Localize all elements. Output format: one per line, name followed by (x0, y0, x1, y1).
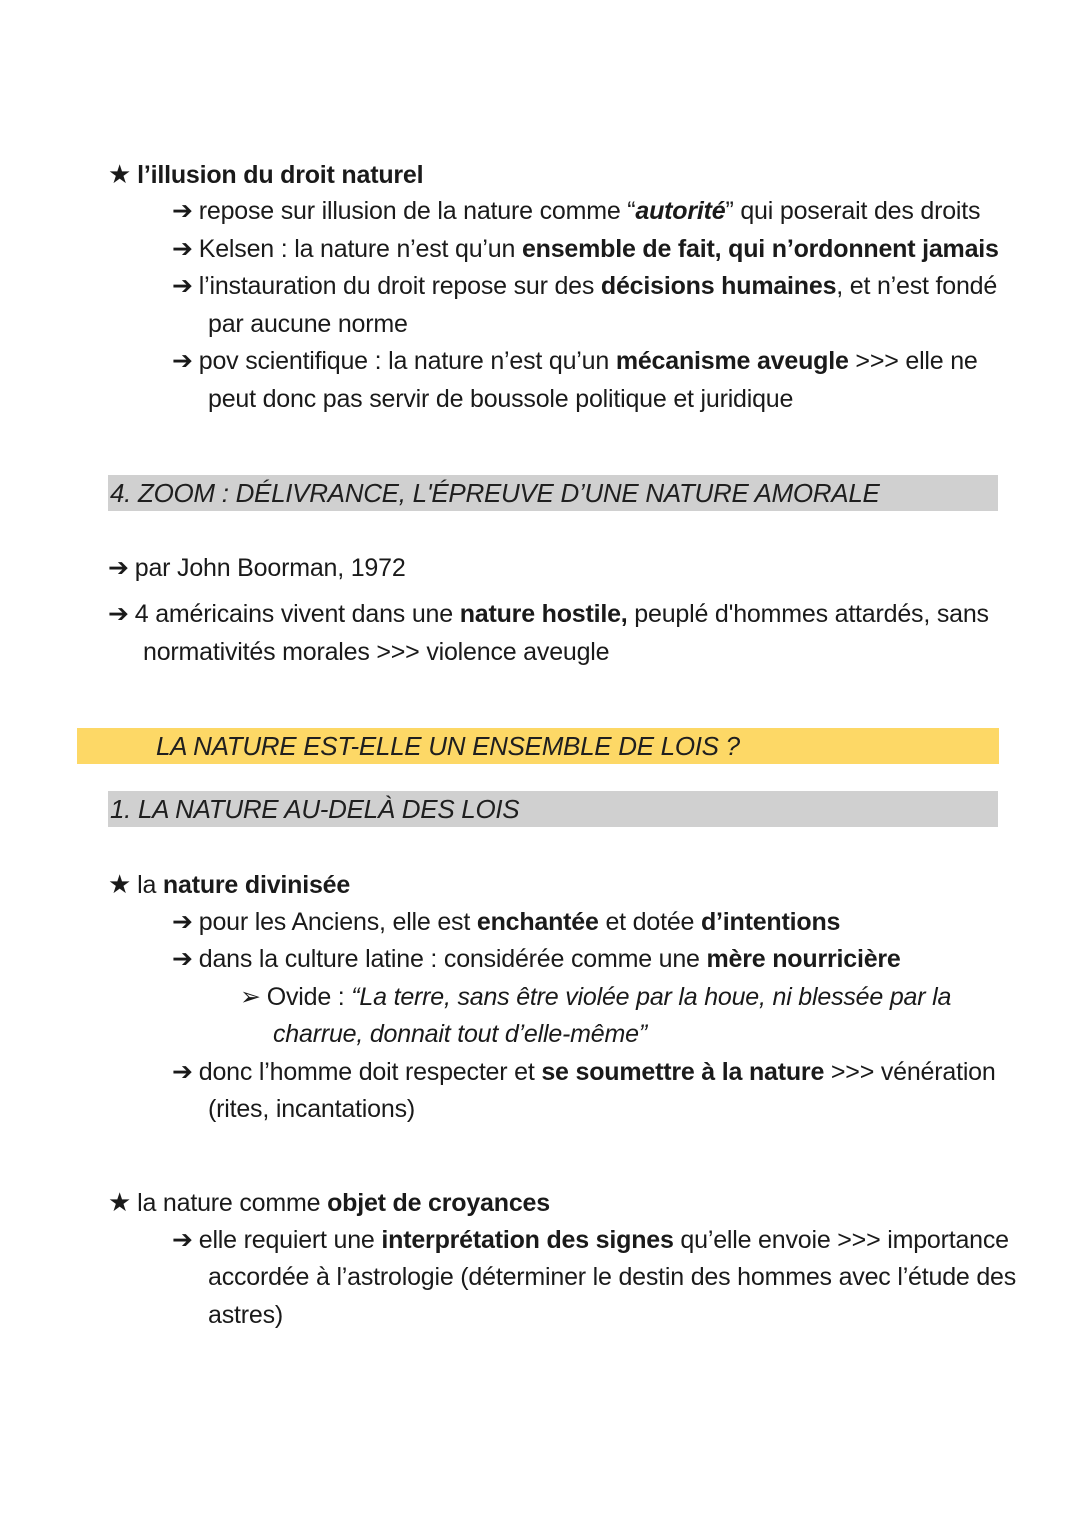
arrow-icon: ➔ (172, 347, 193, 375)
arrow-icon: ➔ (108, 600, 129, 628)
list-item: ➔ 4 américains vivent dans une nature hostile, peuplé d'hommes attardés, sans (108, 600, 989, 628)
section-title-zoom: 4. ZOOM : DÉLIVRANCE, L'ÉPREUVE D’UNE NATURE AMORALE (110, 478, 880, 508)
arrow-icon: ➔ (172, 908, 193, 936)
section-title-1: 1. LA NATURE AU-DELÀ DES LOIS (110, 794, 520, 824)
heading-objet-croyances: ★ la nature comme objet de croyances (108, 1187, 550, 1217)
arrow-icon: ➔ (172, 272, 193, 300)
star-icon: ★ (108, 159, 132, 189)
list-item: ➔ elle requiert une interprétation des signes qu’elle envoie >>> importance (172, 1226, 1009, 1254)
heading-nature-divinisee: ★ la nature divinisée (108, 869, 351, 899)
list-item: ➔ par John Boorman, 1972 (108, 554, 406, 582)
arrow-icon: ➔ (172, 235, 193, 263)
list-item: ➔ repose sur illusion de la nature comme “autorité” qui poserait des droits (172, 197, 981, 225)
sub-list-item: ➢ Ovide : “La terre, sans être violée par la houe, ni blessée par la (240, 983, 952, 1011)
list-item-continuation: par aucune norme (208, 310, 408, 338)
list-item-continuation: normativités morales >>> violence aveugle (143, 638, 610, 666)
list-item: ➔ l’instauration du droit repose sur des décisions humaines, et n’est fondé (172, 272, 998, 300)
list-item: ➔ Kelsen : la nature n’est qu’un ensemble de fait, qui n’ordonnent jamais (172, 235, 999, 263)
chapter-title: LA NATURE EST-ELLE UN ENSEMBLE DE LOIS ? (156, 731, 740, 761)
list-item: ➔ dans la culture latine : considérée comme une mère nourricière (172, 945, 901, 973)
list-item: ➔ donc l’homme doit respecter et se soumettre à la nature >>> vénération (172, 1058, 996, 1086)
sub-list-item-continuation: charrue, donnait tout d’elle-même” (273, 1020, 647, 1048)
arrow-icon: ➔ (172, 945, 193, 973)
arrow-icon: ➔ (172, 1058, 193, 1086)
triangle-arrow-icon: ➢ (240, 983, 261, 1011)
star-icon: ★ (108, 869, 132, 899)
arrow-icon: ➔ (108, 554, 129, 582)
list-item: ➔ pour les Anciens, elle est enchantée et dotée d’intentions (172, 908, 841, 936)
arrow-icon: ➔ (172, 197, 193, 225)
heading-droit-naturel: ★ l’illusion du droit naturel (108, 159, 424, 189)
list-item-continuation: astres) (208, 1301, 284, 1329)
list-item-continuation: (rites, incantations) (208, 1095, 415, 1123)
list-item-continuation: accordée à l’astrologie (déterminer le destin des hommes avec l’étude des (208, 1263, 1017, 1291)
list-item-continuation: peut donc pas servir de boussole politique et juridique (208, 385, 794, 413)
list-item: ➔ pov scientifique : la nature n’est qu’un mécanisme aveugle >>> elle ne (172, 347, 978, 375)
star-icon: ★ (108, 1187, 132, 1217)
arrow-icon: ➔ (172, 1226, 193, 1254)
